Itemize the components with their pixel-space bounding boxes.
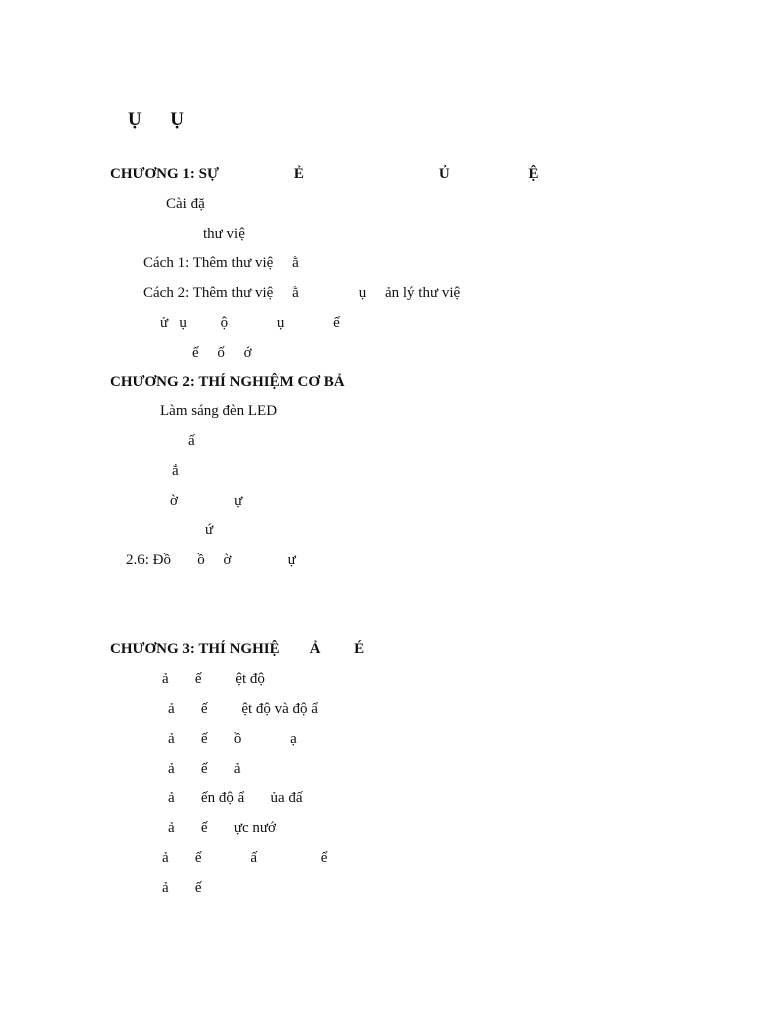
toc-item: Cách 1: Thêm thư việ ằ: [143, 255, 299, 271]
toc-item: ử ụ ộ ụ ể: [160, 315, 340, 331]
toc-item: ả ế ả: [168, 761, 241, 777]
toc-item: ả ế ấ ể: [162, 850, 328, 866]
toc-item: Cách 2: Thêm thư việ ằ ụ ản lý thư việ: [143, 285, 461, 301]
toc-item: ả ế ực nướ: [168, 820, 276, 836]
toc-item: ắ: [172, 463, 179, 479]
chapter-1-heading: CHƯƠNG 1: SỰ Ẻ Ủ Ệ: [110, 166, 539, 182]
chapter-3-heading: CHƯƠNG 3: THÍ NGHIỆ Ả É: [110, 641, 365, 657]
chapter-2-heading: CHƯƠNG 2: THÍ NGHIỆM CƠ BẢ: [110, 374, 345, 390]
toc-item: ấ: [188, 433, 195, 449]
toc-item: ả ến độ ẩ ủa đấ: [168, 790, 303, 806]
toc-item: ả ế ệt độ và độ ẩ: [168, 701, 318, 717]
toc-item: Cài đặ: [166, 196, 205, 212]
toc-item: ả ế ồ ạ: [168, 731, 297, 747]
toc-item: ả ế: [162, 880, 202, 896]
toc-item: ứ: [205, 522, 214, 538]
page-title: Ụ Ụ: [128, 109, 184, 130]
toc-item: ả ế ệt độ: [162, 671, 265, 687]
toc-item: ế ố ớ: [192, 345, 252, 361]
toc-item: ờ ự: [170, 493, 243, 509]
toc-item: thư việ: [203, 226, 245, 242]
toc-item: 2.6: Đồ ồ ờ ự: [126, 552, 296, 568]
toc-item: Làm sáng đèn LED: [160, 403, 278, 419]
